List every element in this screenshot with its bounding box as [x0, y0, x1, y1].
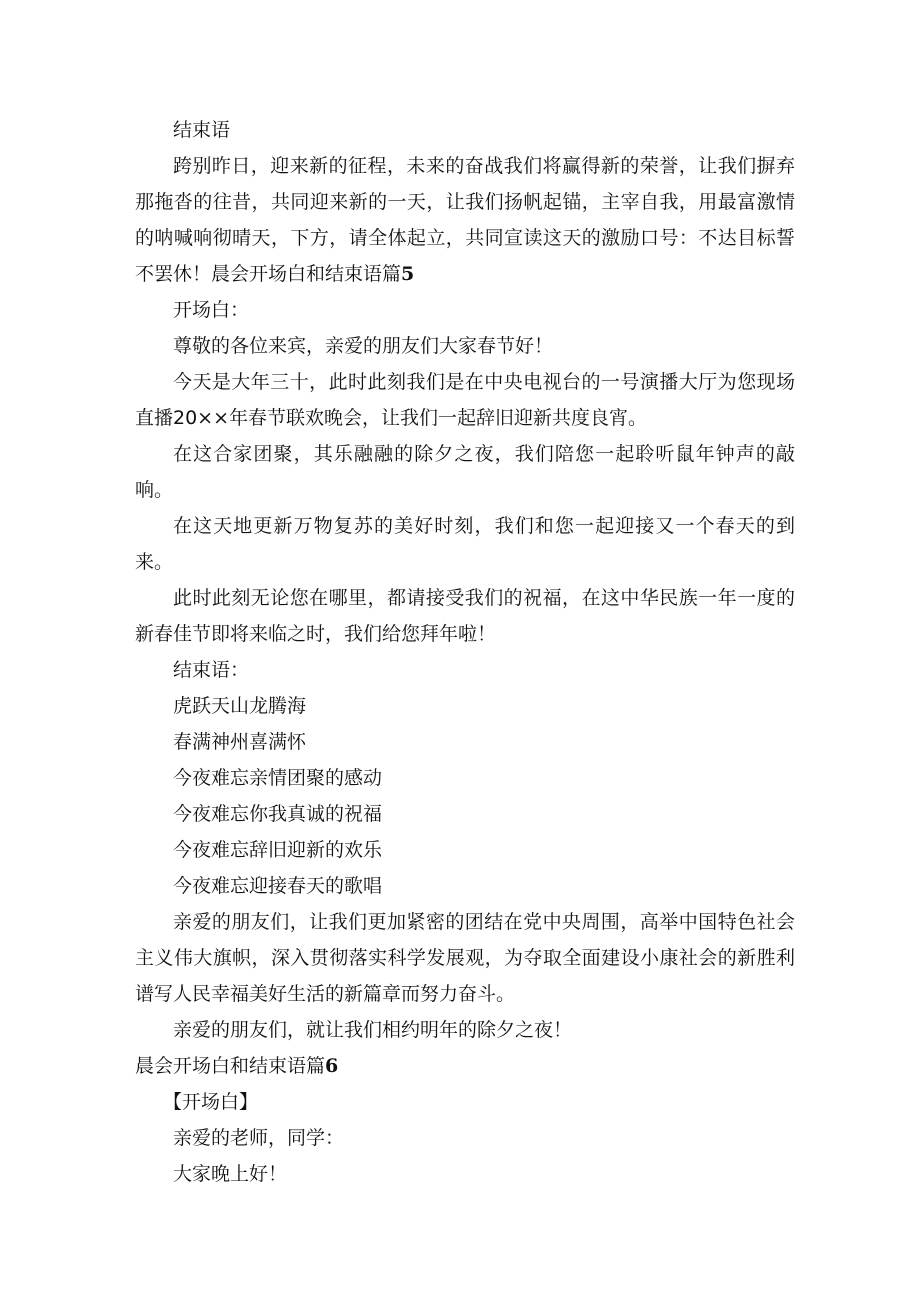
paragraph-unite: 亲爱的朋友们，让我们更加紧密的团结在党中央周围，高举中国特色社会主义伟大旗帜，深入贯彻落实科学发展观，为夺取全面建设小康社会的新胜利谱写人民幸福美好生活的新篇章而努力奋斗。 — [135, 911, 795, 1005]
closing-speech-text: 跨别昨日，迎来新的征程，未来的奋战我们将赢得新的荣誉，让我们摒弃那拖沓的往昔，共同迎来新的一天，让我们扬帆起锚，主宰自我，用最富激情的呐喊响彻晴天，下方，请全体起立，共同宣读这天的激励口号：不达目标誓不罢休！ — [135, 155, 795, 285]
heading-part-6: 晨会开场白和结束语篇6 — [135, 1055, 339, 1077]
heading-part-5: 晨会开场白和结束语篇5 — [211, 263, 415, 285]
poem-line: 今夜难忘辞旧迎新的欢乐 — [173, 839, 383, 861]
section-title-closing: 结束语 — [173, 119, 231, 141]
paragraph-farewell: 亲爱的朋友们，就让我们相约明年的除夕之夜！ — [173, 1019, 573, 1041]
poem-line: 今夜难忘迎接春天的歌唱 — [173, 875, 383, 897]
opening-bracket-label: 【开场白】 — [163, 1091, 259, 1113]
poem-line: 今夜难忘你我真诚的祝福 — [173, 803, 383, 825]
paragraph-today: 今天是大年三十，此时此刻我们是在中央电视台的一号演播大厅为您现场直播20××年春节联欢晚会，让我们一起辞旧迎新共度良宵。 — [135, 371, 795, 429]
poem-line: 春满神州喜满怀 — [173, 731, 307, 753]
opening-label: 开场白： — [173, 299, 250, 321]
paragraph-family: 在这合家团聚，其乐融融的除夕之夜，我们陪您一起聆听鼠年钟声的敲响。 — [135, 443, 795, 501]
paragraph-closing-speech — [135, 148, 795, 292]
paragraph-greeting: 尊敬的各位来宾，亲爱的朋友们大家春节好！ — [173, 335, 554, 357]
document-content — [135, 112, 795, 1192]
poem-line: 今夜难忘亲情团聚的感动 — [173, 767, 383, 789]
paragraph-dear-teachers: 亲爱的老师，同学： — [173, 1127, 345, 1149]
paragraph-good-evening: 大家晚上好！ — [173, 1163, 288, 1185]
closing-label: 结束语： — [173, 659, 250, 681]
paragraph-spring: 在这天地更新万物复苏的美好时刻，我们和您一起迎接又一个春天的到来。 — [135, 515, 795, 573]
poem-line: 虎跃天山龙腾海 — [173, 695, 307, 717]
paragraph-blessing: 此时此刻无论您在哪里，都请接受我们的祝福，在这中华民族一年一度的新春佳节即将来临之时，我们给您拜年啦！ — [135, 587, 795, 645]
